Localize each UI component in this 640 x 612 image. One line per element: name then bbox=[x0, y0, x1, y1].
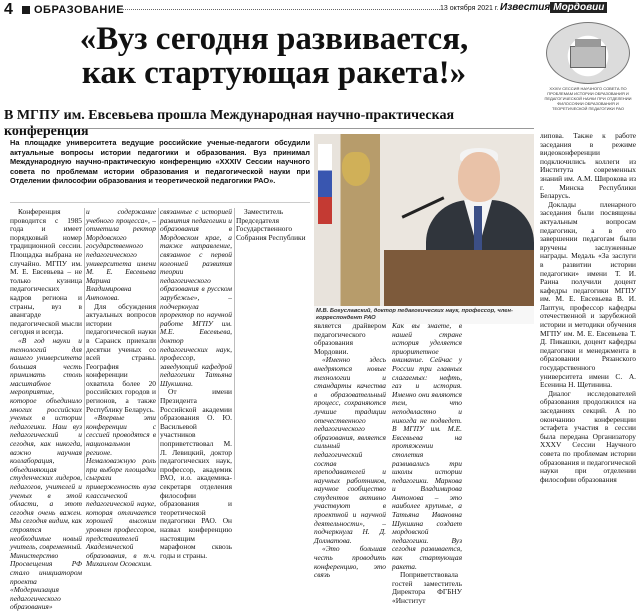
paragraph: липова. Также к работе заседания в режиме видеоконференции подключились коллеги из Института современных знаний им. А.М. Широкова из г. Минска Республики Беларусь. bbox=[540, 131, 636, 201]
paragraph: Заместитель Председателя Государственного Собрания Республики bbox=[236, 207, 306, 242]
quote-paragraph: «Впервые эти конференции с сессией проводятся в национальном регионе. Немаловажную роль при выборе площадки сыграли приверженность вуза классической педагогической науке, которая отличается хорошей высоким уровнем профессоров, представителей Академической образования, в т.ч. Михаилом Осовским. bbox=[86, 413, 156, 569]
quote-paragraph: «Это большая честь проводить конференцию, это связь bbox=[314, 544, 386, 580]
column-divider bbox=[158, 208, 159, 480]
lead-divider bbox=[10, 202, 310, 203]
quote-paragraph: Как вы знаете, в нашей стране история уделяется приоритетное внимание. Сейчас у России три главных слагаемых: нефть, газ и история. Именно они являются тем, что неподвластно и никогда не подведет. В МГПУ им. М.Е. Евсевьева на протяжении столетия развивались три школы истории педагогики. Маркова и Владимирова Антонова – это наиболее крупные, а Татьяна Ивановна Шукшина создает мордовской педагогики. Вуз сегодня развивается, как стартующая ракета. bbox=[392, 321, 462, 571]
body-column-4 bbox=[236, 208, 310, 480]
conference-badge bbox=[538, 20, 638, 132]
subtitle-divider bbox=[4, 128, 534, 129]
speaker-head bbox=[458, 152, 500, 202]
body-column-3 bbox=[160, 207, 232, 560]
title-line-1: «Вуз сегодня развивается, bbox=[79, 21, 469, 57]
coat-of-arms-icon bbox=[342, 152, 370, 186]
paragraph: Конференция проводится с 1985 года и имеет порядковый номер традиционной сессии. Площадка выбрана не случайно. МГПУ им. М. Е. Евсевьева – не только кузница педагогических кадров региона и страны, вуз в авангарде педагогической мысли сегодня и всегда. bbox=[10, 207, 82, 337]
section-title: ОБРАЗОВАНИЕ bbox=[34, 4, 125, 16]
university-building-icon bbox=[570, 46, 606, 68]
russian-flag-icon bbox=[318, 144, 332, 224]
paragraph: является драйвером педагогического образования Мордовии. bbox=[314, 321, 386, 356]
article-subtitle: В МГПУ им. Евсевьева прошла Международная научно-практическая конференция bbox=[4, 108, 455, 139]
body-column-5 bbox=[314, 321, 386, 580]
header-divider bbox=[120, 9, 440, 10]
page-header bbox=[0, 0, 640, 20]
paragraph: Диалог исследователей образования продолжился на заседаниях секций. А по окончанию конференции эстафета участия в сессии была передана Организатору XXXV Сессии Научного совета по проблемам истории образования и педагогической науки при отделении философии образования bbox=[540, 388, 636, 484]
issue-date: 13 октября 2021 г. bbox=[440, 5, 499, 12]
page-number: 4 bbox=[4, 1, 13, 18]
body-column-7 bbox=[540, 131, 636, 484]
paragraph: Для обсуждения актуальных вопросов истории педагогической науки в Саранск приехали десятки ученых со всей страны. География конференции охватила более 20 российских городов и регионов, а также Республику Беларусь. bbox=[86, 301, 156, 414]
badge-text: XXXIV СЕССИЯ НАУЧНОГО СОВЕТА ПО ПРОБЛЕМАМ ИСТОРИИ ОБРАЗОВАНИЯ И ПЕДАГОГИЧЕСКОЙ НАУКИ ПРИ ОТДЕЛЕНИИ ФИЛОСОФИИ ОБРАЗОВАНИЯ И ТЕОРЕТИЧЕСКОЙ ПЕДАГОГИКИ РАО bbox=[544, 86, 632, 111]
quote-paragraph: и содержание учебного процесса», – отметила ректор Мордовского государственного педагогического университета имени М. Е. Евсевьева Марина Владимировна Антонова. bbox=[86, 207, 156, 302]
speaker-photo bbox=[314, 134, 534, 306]
paragraph: От имени Президента Российской академии образования О. Ю. Васильевой участников поприветствовал М. Л. Левицкий, доктор педагогических наук, профессор, академик РАО, и.о. академика-секретаря отделения философии образования и теоретической педагогики РАО. Он назвал конференцию настоящим марафоном сквозь годы и страны. bbox=[160, 387, 232, 560]
body-column-2 bbox=[86, 207, 156, 569]
logo-part2: Мордовии bbox=[550, 2, 607, 13]
logo-part1: Известия bbox=[500, 2, 551, 13]
title-line-2: как стартующая ракета!» bbox=[81, 55, 467, 91]
quote-paragraph: «Именно здесь внедряются новые технологии и стандарты качества в образовательный процесс, сохраняются лучшие традиции отечественного педагогического образования, является сильный педагогический состав преподавателей и научных работников, научное сообщество студентов активно участвуют в проектной и научной деятельности», – подчеркнула Н. Д. Долматова. bbox=[314, 355, 386, 545]
section-marker-icon bbox=[22, 6, 30, 14]
paragraph: Доклады пленарного заседания были посвящены актуальным вопросам педагогики, а в его завершении педагогам были вручены заслуженные награды. Медаль «За заслуги в развитии истории педагогики» имени Т. И. Раина получили доцент кафедры педагогики МГПУ им. М. Е. Евсевьева В. И. Лаптун, профессор кафедры отечественной и зарубежной истории и методики обучения МГПУ им. М. Е. Евсевьева Т. Д. Пикашки, доцент кафедры педагогики и менеджмента в образовании Рязанского государственного университета имени С. А. Есенина Н. Щетинина. bbox=[540, 199, 636, 390]
photo-caption: М.В. Богуславский, доктор педагогических наук, профессор, член-корреспондент РАО bbox=[314, 306, 534, 324]
newspaper-logo bbox=[500, 2, 607, 13]
article-title bbox=[24, 22, 524, 90]
column-divider bbox=[84, 208, 85, 480]
speaker-tie bbox=[474, 206, 482, 252]
body-column-1 bbox=[10, 207, 82, 612]
article-lead: На площадке университета ведущие российские ученые-педагоги обсудили актуальные вопросы истории педагогики и образования. Вуз принимал Международную научно-практическую конференцию «XXXIV Сессии научного совета по проблемам истории образования и педагогической науки при Отделении философии образования и теоретической педагогики РАО». bbox=[10, 138, 310, 186]
quote-paragraph: «В год науки и технологий для нашего университета большая честь принимать столь масштабное мероприятие, которое объединило многих российских ученых в истории педагогики. Наш вуз педагогический и сегодня, как никогда, важно научная коллаборация, объединяющая студенческих лидеров, педагогов, учителей и ученых в этой области, а этот сегодня очень важен. Мы сегодня видим, как строятся необходимые новый учитель, современный. Министерство Просвещения РФ стало инициатором проекта «Модернизация педагогического образования» bbox=[10, 335, 82, 612]
lectern bbox=[384, 250, 534, 306]
body-column-6 bbox=[392, 321, 462, 605]
quote-paragraph: связанные с историей развития педагогики и образования в Мордовском крае, а также направление, связанное с первой колонией развития теории педагогического образования в русском зарубежье», – подчеркнула проректор по научной работе МГПУ им. М.Е. Евсевьева, доктор педагогических наук, профессор, заведующий кафедрой педагогики Татьяна Шукшина. bbox=[160, 207, 232, 388]
column-divider bbox=[234, 208, 235, 480]
paragraph: Поприветствовала гостей заместитель Директора ФГБНУ «Институт bbox=[392, 570, 462, 605]
